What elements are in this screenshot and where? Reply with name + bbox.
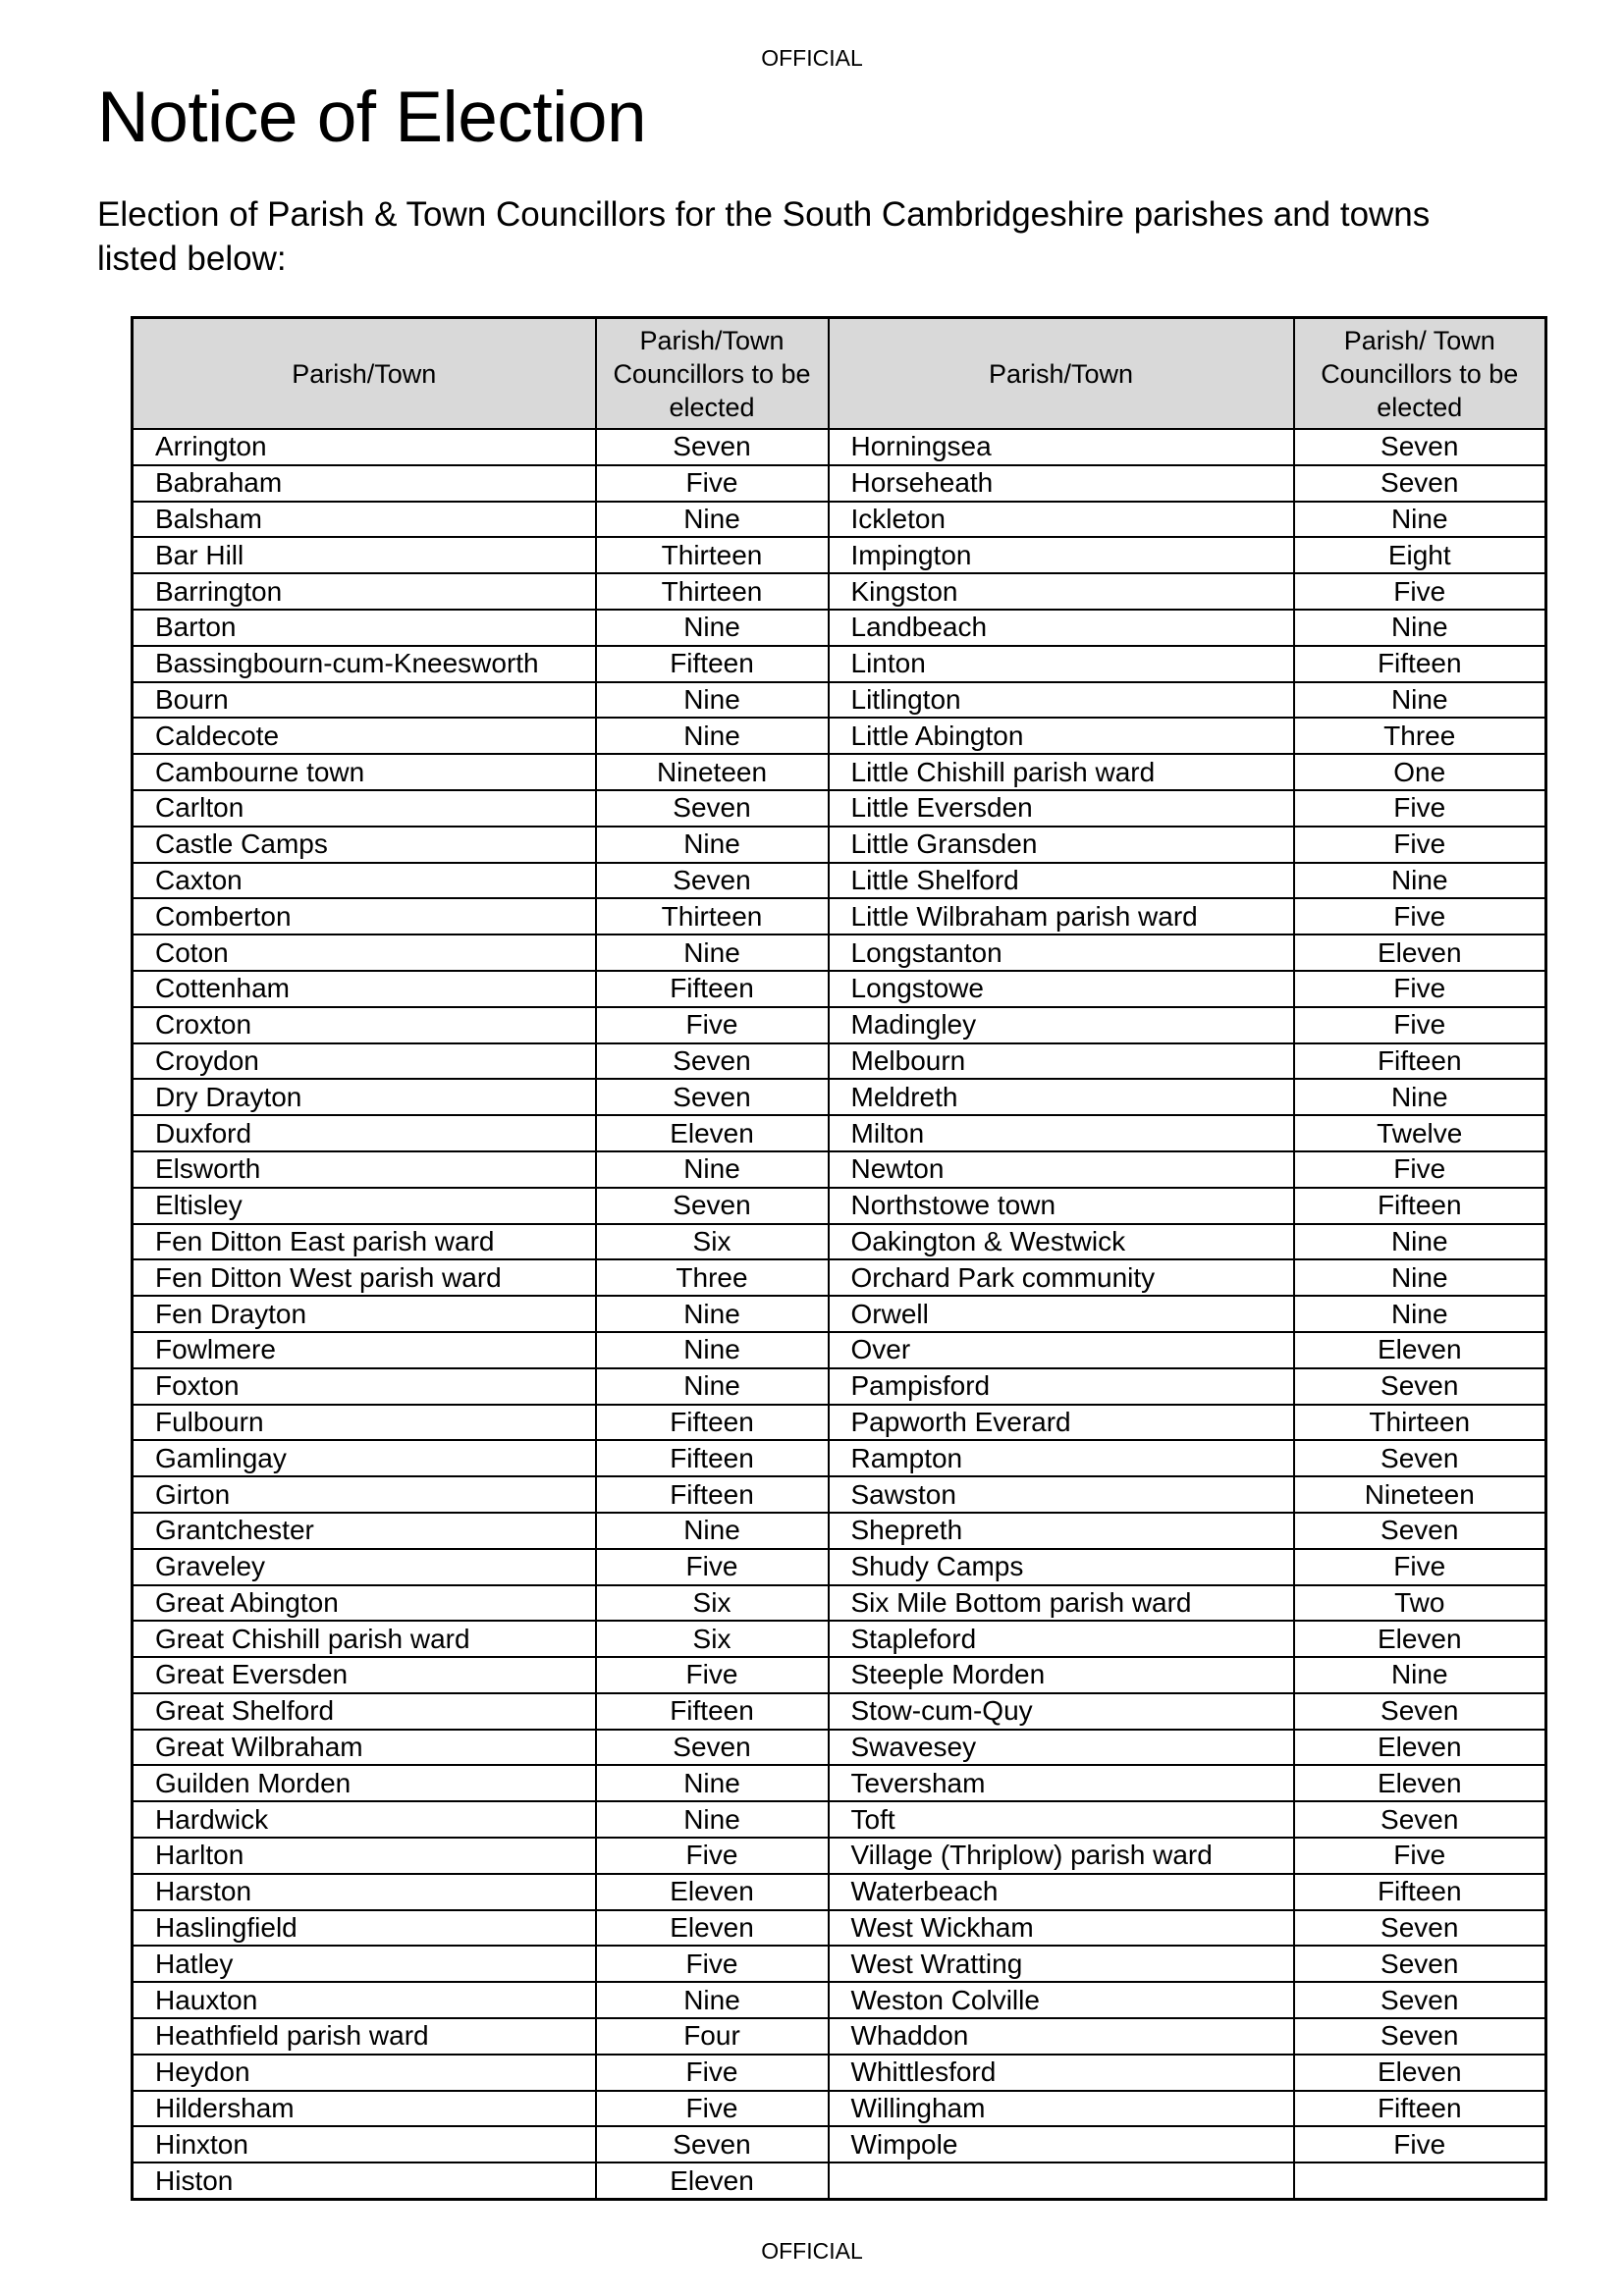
parish-name-left: Dry Drayton (133, 1079, 596, 1115)
councillor-count-left: Fifteen (596, 1440, 829, 1476)
table-row (133, 1115, 1546, 1151)
table-row (133, 1296, 1546, 1332)
parish-name-right: Whittlesford (829, 2055, 1294, 2091)
councillor-count-right: Twelve (1294, 1115, 1546, 1151)
table-row (133, 1513, 1546, 1549)
councillor-count-right: Five (1294, 1838, 1546, 1874)
table-row (133, 1621, 1546, 1657)
parish-name-left: Foxton (133, 1368, 596, 1405)
table-row (133, 573, 1546, 610)
councillor-count-left: Nine (596, 1801, 829, 1838)
councillor-count-left: Seven (596, 2126, 829, 2163)
parish-name-left: Caxton (133, 863, 596, 899)
councillor-count-left: Seven (596, 1079, 829, 1115)
parish-name-left: Hatley (133, 1946, 596, 1982)
councillor-count-right: Nine (1294, 610, 1546, 646)
table-row (133, 1657, 1546, 1693)
councillor-count-right: Nine (1294, 502, 1546, 538)
parish-name-left: Great Chishill parish ward (133, 1621, 596, 1657)
table-row (133, 1765, 1546, 1801)
table-row (133, 465, 1546, 502)
table-row (133, 790, 1546, 827)
councillor-count-left: Thirteen (596, 537, 829, 573)
table-row (133, 646, 1546, 682)
parish-name-right: Newton (829, 1151, 1294, 1188)
table-row (133, 1188, 1546, 1224)
table-row (133, 1585, 1546, 1622)
parish-name-right: Weston Colville (829, 1982, 1294, 2018)
parish-name-left: Heydon (133, 2055, 596, 2091)
table-row (133, 1368, 1546, 1405)
parish-name-right: Little Wilbraham parish ward (829, 898, 1294, 934)
column-header-count-right: Parish/ Town Councillors to be elected (1294, 318, 1546, 430)
table-row (133, 1151, 1546, 1188)
parish-name-right: Stapleford (829, 1621, 1294, 1657)
councillor-count-left: Nine (596, 827, 829, 863)
councillor-count-right: Five (1294, 1549, 1546, 1585)
parish-name-left: Great Shelford (133, 1693, 596, 1730)
table-row (133, 537, 1546, 573)
parish-name-left: Grantchester (133, 1513, 596, 1549)
councillor-count-right: Seven (1294, 1693, 1546, 1730)
councillor-count-right: Two (1294, 1585, 1546, 1622)
table-row (133, 1259, 1546, 1296)
column-header-parish-right: Parish/Town (829, 318, 1294, 430)
parish-name-right: Orchard Park community (829, 1259, 1294, 1296)
table-row (133, 1224, 1546, 1260)
councillor-count-right: Nine (1294, 1657, 1546, 1693)
councillor-count-left: Nine (596, 1982, 829, 2018)
councillor-count-right: Thirteen (1294, 1405, 1546, 1441)
parish-name-left: Comberton (133, 898, 596, 934)
councillor-count-left: Nine (596, 1765, 829, 1801)
councillor-count-left: Thirteen (596, 573, 829, 610)
councillor-count-right: Three (1294, 718, 1546, 754)
councillor-count-right: One (1294, 754, 1546, 790)
parish-name-right: West Wickham (829, 1910, 1294, 1947)
councillor-count-right: Nineteen (1294, 1476, 1546, 1513)
parish-name-left: Castle Camps (133, 827, 596, 863)
table-row (133, 2091, 1546, 2127)
page-title: Notice of Election (97, 78, 647, 157)
parish-name-left: Haslingfield (133, 1910, 596, 1947)
councillor-count-right: Seven (1294, 1368, 1546, 1405)
parish-name-left: Bar Hill (133, 537, 596, 573)
table-row (133, 1079, 1546, 1115)
councillor-count-right: Seven (1294, 465, 1546, 502)
parish-name-left: Bassingbourn-cum-Kneesworth (133, 646, 596, 682)
parish-name-right: Oakington & Westwick (829, 1224, 1294, 1260)
parish-name-left: Harston (133, 1874, 596, 1910)
parish-name-right: Longstowe (829, 971, 1294, 1007)
councillor-count-left: Five (596, 1657, 829, 1693)
parish-name-left: Fowlmere (133, 1332, 596, 1368)
parish-name-right: Sawston (829, 1476, 1294, 1513)
parish-name-left: Gamlingay (133, 1440, 596, 1476)
parish-name-right: Teversham (829, 1765, 1294, 1801)
parish-name-right: Linton (829, 646, 1294, 682)
councillor-count-left: Five (596, 1838, 829, 1874)
parish-name-left: Great Eversden (133, 1657, 596, 1693)
councillor-count-left: Nine (596, 610, 829, 646)
table-row (133, 971, 1546, 1007)
councillor-count-left: Nineteen (596, 754, 829, 790)
councillor-count-right: Five (1294, 573, 1546, 610)
councillors-table (131, 316, 1547, 2201)
councillor-count-right: Seven (1294, 1946, 1546, 1982)
parish-name-right: Swavesey (829, 1730, 1294, 1766)
parish-name-right: Little Abington (829, 718, 1294, 754)
table-row (133, 1838, 1546, 1874)
councillor-count-left: Nine (596, 1151, 829, 1188)
councillor-count-left: Seven (596, 1730, 829, 1766)
parish-name-left: Great Wilbraham (133, 1730, 596, 1766)
table-row (133, 1730, 1546, 1766)
parish-name-right: Stow-cum-Quy (829, 1693, 1294, 1730)
councillor-count-right: Eleven (1294, 1730, 1546, 1766)
councillor-count-right: Nine (1294, 1224, 1546, 1260)
parish-name-left: Arrington (133, 429, 596, 465)
parish-name-left: Duxford (133, 1115, 596, 1151)
table-row (133, 2163, 1546, 2199)
councillor-count-right: Nine (1294, 1079, 1546, 1115)
councillor-count-left: Nine (596, 934, 829, 971)
table-row (133, 429, 1546, 465)
parish-name-right: Waterbeach (829, 1874, 1294, 1910)
table-row (133, 1440, 1546, 1476)
parish-name-left: Cambourne town (133, 754, 596, 790)
councillor-count-left: Nine (596, 718, 829, 754)
councillor-count-left: Six (596, 1224, 829, 1260)
councillor-count-left: Eleven (596, 1910, 829, 1947)
table-row (133, 1043, 1546, 1080)
parish-name-right: Shudy Camps (829, 1549, 1294, 1585)
councillor-count-right: Five (1294, 971, 1546, 1007)
parish-name-left: Great Abington (133, 1585, 596, 1622)
parish-name-left: Caldecote (133, 718, 596, 754)
parish-name-left: Fen Ditton West parish ward (133, 1259, 596, 1296)
parish-name-right: Milton (829, 1115, 1294, 1151)
classification-header: OFFICIAL (761, 45, 863, 71)
parish-name-left: Barton (133, 610, 596, 646)
councillor-count-left: Fifteen (596, 971, 829, 1007)
parish-name-right: Steeple Morden (829, 1657, 1294, 1693)
parish-name-right: Papworth Everard (829, 1405, 1294, 1441)
table-row (133, 682, 1546, 719)
councillor-count-left: Seven (596, 429, 829, 465)
parish-name-right: Whaddon (829, 2018, 1294, 2055)
table-row (133, 718, 1546, 754)
parish-name-right: Orwell (829, 1296, 1294, 1332)
table-row (133, 1007, 1546, 1043)
councillor-count-right: Five (1294, 1151, 1546, 1188)
table-row (133, 1405, 1546, 1441)
table-row (133, 1946, 1546, 1982)
parish-name-right: Little Chishill parish ward (829, 754, 1294, 790)
councillor-count-left: Fifteen (596, 1693, 829, 1730)
councillor-count-right: Seven (1294, 1801, 1546, 1838)
parish-name-right: Rampton (829, 1440, 1294, 1476)
councillor-count-right: Fifteen (1294, 1188, 1546, 1224)
table-row (133, 1910, 1546, 1947)
parish-name-right: Over (829, 1332, 1294, 1368)
column-header-count-left: Parish/Town Councillors to be elected (596, 318, 829, 430)
parish-name-left: Croxton (133, 1007, 596, 1043)
column-header-parish-left: Parish/Town (133, 318, 596, 430)
empty-cell (829, 2163, 1294, 2199)
councillor-count-left: Five (596, 1946, 829, 1982)
parish-name-left: Hauxton (133, 1982, 596, 2018)
parish-name-right: Little Gransden (829, 827, 1294, 863)
parish-name-left: Fen Drayton (133, 1296, 596, 1332)
councillor-count-right: Seven (1294, 2018, 1546, 2055)
parish-name-right: Landbeach (829, 610, 1294, 646)
councillor-count-left: Eleven (596, 1115, 829, 1151)
table-row (133, 2018, 1546, 2055)
table-row (133, 2055, 1546, 2091)
councillor-count-right: Five (1294, 1007, 1546, 1043)
parish-name-right: Impington (829, 537, 1294, 573)
councillor-count-left: Seven (596, 790, 829, 827)
table-row (133, 610, 1546, 646)
parish-name-right: Six Mile Bottom parish ward (829, 1585, 1294, 1622)
councillor-count-left: Seven (596, 863, 829, 899)
councillor-count-left: Nine (596, 1332, 829, 1368)
councillor-count-left: Seven (596, 1188, 829, 1224)
parish-name-left: Hardwick (133, 1801, 596, 1838)
parish-name-left: Fulbourn (133, 1405, 596, 1441)
councillor-count-left: Nine (596, 502, 829, 538)
table-body (133, 429, 1546, 2200)
table-row (133, 1693, 1546, 1730)
councillor-count-right: Eleven (1294, 1332, 1546, 1368)
parish-name-left: Cottenham (133, 971, 596, 1007)
councillor-count-right: Five (1294, 898, 1546, 934)
councillor-count-right: Fifteen (1294, 1874, 1546, 1910)
parish-name-right: Horningsea (829, 429, 1294, 465)
parish-name-left: Balsham (133, 502, 596, 538)
councillor-count-right: Seven (1294, 1910, 1546, 1947)
parish-name-left: Girton (133, 1476, 596, 1513)
parish-name-right: Shepreth (829, 1513, 1294, 1549)
table-row (133, 1874, 1546, 1910)
parish-name-left: Bourn (133, 682, 596, 719)
councillor-count-right: Eleven (1294, 1621, 1546, 1657)
table-row (133, 863, 1546, 899)
councillor-count-right: Seven (1294, 1982, 1546, 2018)
parish-name-left: Hinxton (133, 2126, 596, 2163)
parish-name-right: Pampisford (829, 1368, 1294, 1405)
parish-name-right: Meldreth (829, 1079, 1294, 1115)
parish-name-right: Ickleton (829, 502, 1294, 538)
parish-name-left: Graveley (133, 1549, 596, 1585)
councillor-count-left: Nine (596, 1368, 829, 1405)
parish-name-right: Longstanton (829, 934, 1294, 971)
councillor-count-left: Six (596, 1585, 829, 1622)
table-row (133, 2126, 1546, 2163)
councillor-count-right: Eight (1294, 537, 1546, 573)
table-row (133, 754, 1546, 790)
councillor-count-left: Five (596, 1007, 829, 1043)
parish-name-left: Elsworth (133, 1151, 596, 1188)
councillor-count-left: Eleven (596, 2163, 829, 2199)
classification-footer: OFFICIAL (761, 2238, 863, 2264)
parish-name-left: Barrington (133, 573, 596, 610)
councillor-count-right: Eleven (1294, 934, 1546, 971)
councillor-count-left: Seven (596, 1043, 829, 1080)
parish-name-right: Village (Thriplow) parish ward (829, 1838, 1294, 1874)
councillor-count-left: Six (596, 1621, 829, 1657)
councillor-count-left: Nine (596, 1296, 829, 1332)
councillor-count-left: Fifteen (596, 1476, 829, 1513)
parish-name-left: Histon (133, 2163, 596, 2199)
councillor-count-right: Nine (1294, 1296, 1546, 1332)
parish-name-right: Little Eversden (829, 790, 1294, 827)
councillor-count-left: Fifteen (596, 646, 829, 682)
parish-name-right: Northstowe town (829, 1188, 1294, 1224)
councillor-count-right: Fifteen (1294, 646, 1546, 682)
parish-name-right: West Wratting (829, 1946, 1294, 1982)
councillor-count-right: Five (1294, 827, 1546, 863)
parish-name-left: Hildersham (133, 2091, 596, 2127)
councillor-count-left: Four (596, 2018, 829, 2055)
parish-name-left: Heathfield parish ward (133, 2018, 596, 2055)
councillor-count-left: Eleven (596, 1874, 829, 1910)
councillor-count-right: Nine (1294, 682, 1546, 719)
table-row (133, 1549, 1546, 1585)
councillor-count-left: Fifteen (596, 1405, 829, 1441)
councillor-count-left: Thirteen (596, 898, 829, 934)
parish-name-left: Croydon (133, 1043, 596, 1080)
councillor-count-right: Seven (1294, 429, 1546, 465)
parish-name-left: Carlton (133, 790, 596, 827)
councillor-count-right: Five (1294, 2126, 1546, 2163)
councillor-count-left: Nine (596, 682, 829, 719)
parish-name-right: Willingham (829, 2091, 1294, 2127)
table-row (133, 1982, 1546, 2018)
councillor-count-left: Five (596, 465, 829, 502)
councillor-count-left: Three (596, 1259, 829, 1296)
parish-name-right: Litlington (829, 682, 1294, 719)
councillor-count-right: Five (1294, 790, 1546, 827)
parish-name-right: Madingley (829, 1007, 1294, 1043)
table-header-row (133, 318, 1546, 430)
parish-name-right: Toft (829, 1801, 1294, 1838)
table-row (133, 898, 1546, 934)
table-row (133, 1332, 1546, 1368)
councillor-count-right: Eleven (1294, 2055, 1546, 2091)
parish-name-left: Eltisley (133, 1188, 596, 1224)
councillor-count-right: Seven (1294, 1513, 1546, 1549)
parish-name-left: Coton (133, 934, 596, 971)
parish-name-right: Wimpole (829, 2126, 1294, 2163)
councillor-count-left: Five (596, 2055, 829, 2091)
parish-name-right: Horseheath (829, 465, 1294, 502)
parish-name-right: Melbourn (829, 1043, 1294, 1080)
councillor-count-left: Nine (596, 1513, 829, 1549)
councillor-count-right: Seven (1294, 1440, 1546, 1476)
councillor-count-right: Fifteen (1294, 2091, 1546, 2127)
parish-name-left: Fen Ditton East parish ward (133, 1224, 596, 1260)
table-row (133, 502, 1546, 538)
table-row (133, 934, 1546, 971)
empty-cell (1294, 2163, 1546, 2199)
parish-name-left: Harlton (133, 1838, 596, 1874)
councillor-count-left: Five (596, 2091, 829, 2127)
parish-name-left: Guilden Morden (133, 1765, 596, 1801)
councillor-count-right: Nine (1294, 1259, 1546, 1296)
parish-name-left: Babraham (133, 465, 596, 502)
table-row (133, 827, 1546, 863)
table-row (133, 1476, 1546, 1513)
table-row (133, 1801, 1546, 1838)
councillor-count-right: Nine (1294, 863, 1546, 899)
parish-name-right: Little Shelford (829, 863, 1294, 899)
councillor-count-right: Eleven (1294, 1765, 1546, 1801)
parish-name-right: Kingston (829, 573, 1294, 610)
page-subtitle: Election of Parish & Town Councillors for the South Cambridgeshire parishes and towns listed below: (97, 195, 1431, 278)
councillor-count-left: Five (596, 1549, 829, 1585)
councillor-count-right: Fifteen (1294, 1043, 1546, 1080)
